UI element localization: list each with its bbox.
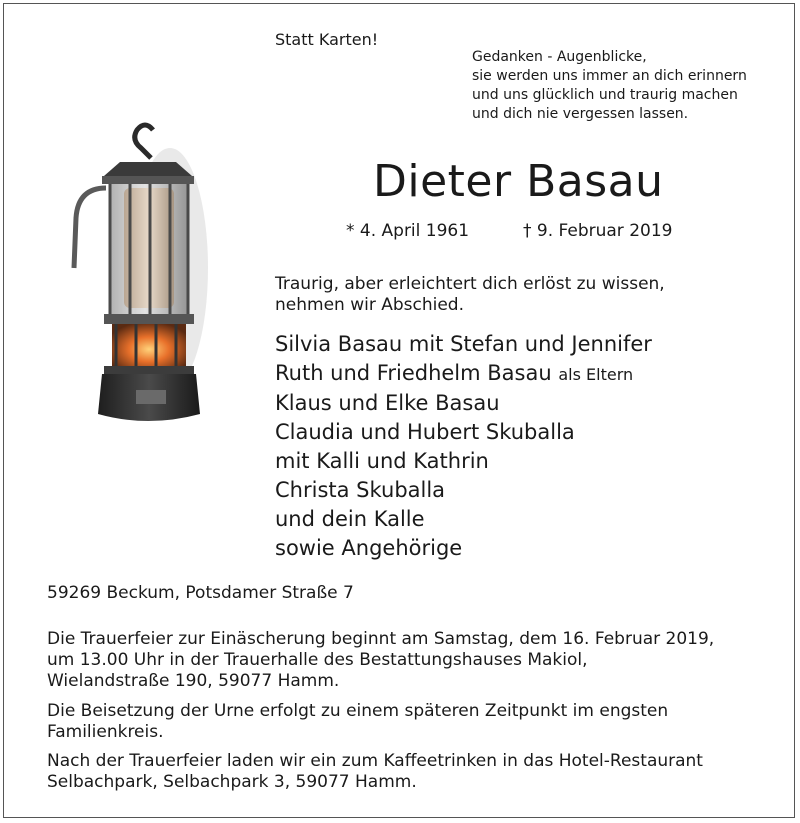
miners-lamp-icon: [58, 118, 218, 430]
paragraph-line: um 13.00 Uhr in der Trauerhalle des Bestattungshauses Makiol,: [47, 650, 588, 670]
quote-line: und dich nie vergessen lassen.: [472, 106, 689, 122]
intro-line: Traurig, aber erleichtert dich erlöst zu wissen,: [275, 274, 665, 294]
mourner-name: und dein Kalle: [275, 507, 425, 531]
family-address: 59269 Beckum, Potsdamer Straße 7: [47, 583, 354, 603]
intro-line: nehmen wir Abschied.: [275, 295, 465, 315]
mourner-line: [275, 389, 652, 418]
mourner-name: Claudia und Hubert Skuballa: [275, 420, 575, 444]
birth-date: * 4. April 1961: [346, 221, 470, 241]
quote-line: und uns glücklich und traurig machen: [472, 87, 738, 103]
statt-karten-label: Statt Karten!: [275, 30, 379, 49]
mourner-line: [275, 418, 652, 447]
deceased-name: Dieter Basau: [373, 156, 664, 207]
mourners-list: [275, 330, 652, 563]
urn-burial-paragraph: [47, 701, 668, 743]
mourner-name: Ruth und Friedhelm Basau: [275, 361, 552, 385]
quote-line: sie werden uns immer an dich erinnern: [472, 68, 747, 84]
mourner-name: Christa Skuballa: [275, 478, 446, 502]
mourner-line: [275, 534, 652, 563]
mourner-line: [275, 359, 652, 389]
paragraph-line: Nach der Trauerfeier laden wir ein zum Kaffeetrinken in das Hotel-Restaurant: [47, 751, 703, 771]
paragraph-line: Familienkreis.: [47, 722, 164, 742]
mourner-line: [275, 505, 652, 534]
intro-text: [275, 274, 665, 316]
coffee-invitation-paragraph: [47, 751, 703, 793]
quote-line: Gedanken - Augenblicke,: [472, 49, 647, 65]
paragraph-line: Die Beisetzung der Urne erfolgt zu einem späteren Zeitpunkt im engsten: [47, 701, 669, 721]
funeral-service-paragraph: [47, 629, 714, 692]
paragraph-line: Wielandstraße 190, 59077 Hamm.: [47, 671, 340, 691]
mourner-name: Silvia Basau mit Stefan und Jennifer: [275, 332, 652, 356]
mourner-role: als Eltern: [558, 365, 634, 384]
mourner-line: [275, 447, 652, 476]
paragraph-line: Selbachpark, Selbachpark 3, 59077 Hamm.: [47, 772, 417, 792]
mourner-name: Klaus und Elke Basau: [275, 391, 500, 415]
mourner-name: mit Kalli und Kathrin: [275, 449, 489, 473]
mourner-name: sowie Angehörige: [275, 536, 463, 560]
mourner-line: [275, 476, 652, 505]
mourner-line: [275, 330, 652, 359]
death-date: † 9. Februar 2019: [523, 221, 673, 241]
memorial-quote: [472, 48, 747, 124]
paragraph-line: Die Trauerfeier zur Einäscherung beginnt am Samstag, dem 16. Februar 2019,: [47, 629, 715, 649]
